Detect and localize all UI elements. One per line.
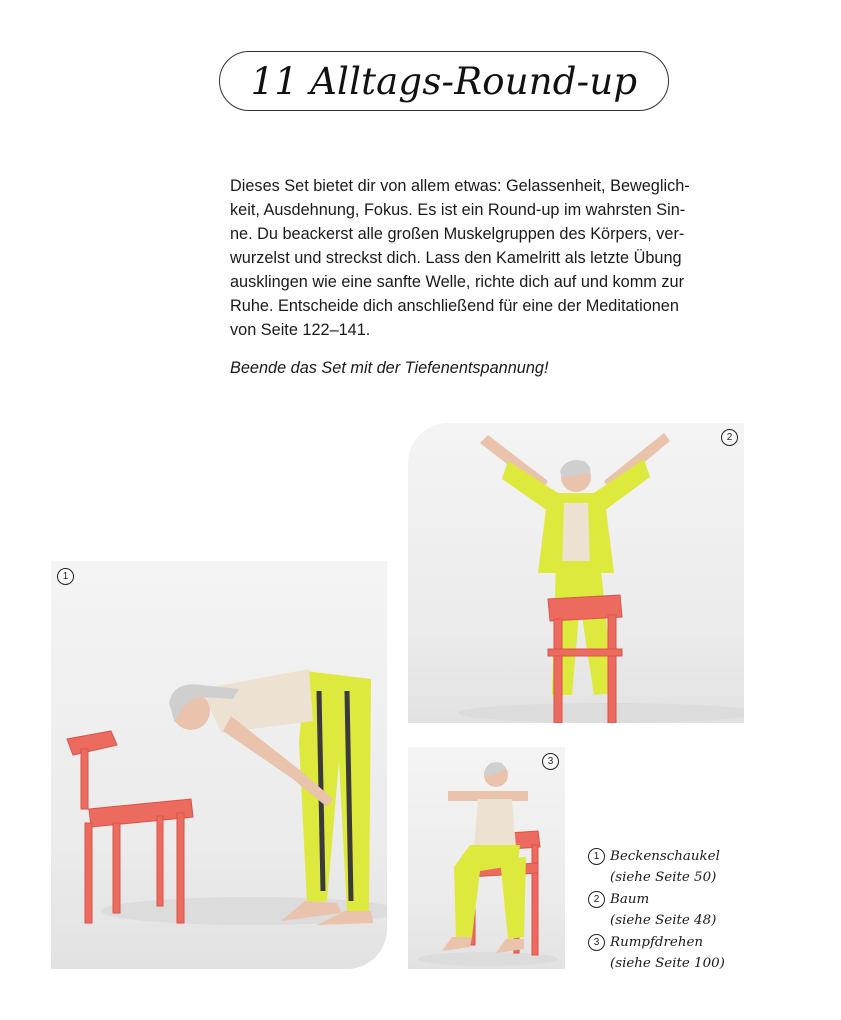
standing-pose-illustration — [408, 423, 744, 723]
photo-baum — [408, 423, 744, 723]
legend-number-badge: 2 — [588, 891, 605, 908]
legend-item — [588, 932, 838, 974]
photo-number-badge: 1 — [57, 568, 74, 585]
intro-line: ne. Du beackerst alle großen Muskelgruppen des Körpers, ver- — [230, 225, 685, 243]
photo-number-badge: 2 — [721, 429, 738, 446]
seated-twist-illustration — [408, 747, 565, 969]
exercise-name: Baum — [610, 892, 650, 907]
page-title: 11 Alltags-Round-up — [250, 59, 638, 103]
closing-note: Beende das Set mit der Tiefenentspannung! — [230, 359, 549, 377]
photo-rumpfdrehen — [408, 747, 565, 969]
page-reference: (siehe Seite 100) — [610, 956, 725, 971]
photo-number-badge: 3 — [542, 753, 559, 770]
legend-number-badge: 3 — [588, 934, 605, 951]
exercise-legend — [588, 846, 838, 975]
intro-line: ausklingen wie eine sanfte Welle, richte dich auf und komm zur — [230, 273, 684, 291]
page-reference: (siehe Seite 50) — [610, 870, 717, 885]
intro-text — [230, 174, 742, 342]
intro-line: wurzelst und streckst dich. Lass den Kamelritt als letzte Übung — [230, 249, 682, 267]
legend-item — [588, 889, 838, 931]
legend-item — [588, 846, 838, 888]
intro-line: keit, Ausdehnung, Fokus. Es ist ein Round-up im wahrsten Sin- — [230, 201, 686, 219]
title-frame — [219, 51, 669, 111]
forward-bend-illustration — [51, 561, 387, 969]
intro-line: Ruhe. Entscheide dich anschließend für eine der Meditationen — [230, 297, 679, 315]
exercise-name: Rumpfdrehen — [610, 935, 704, 950]
page-reference: (siehe Seite 48) — [610, 913, 717, 928]
intro-line: Dieses Set bietet dir von allem etwas: Gelassenheit, Beweglich- — [230, 177, 690, 195]
exercise-name: Beckenschaukel — [610, 849, 720, 864]
photo-beckenschaukel — [51, 561, 387, 969]
intro-line: von Seite 122–141. — [230, 321, 371, 339]
legend-number-badge: 1 — [588, 848, 605, 865]
